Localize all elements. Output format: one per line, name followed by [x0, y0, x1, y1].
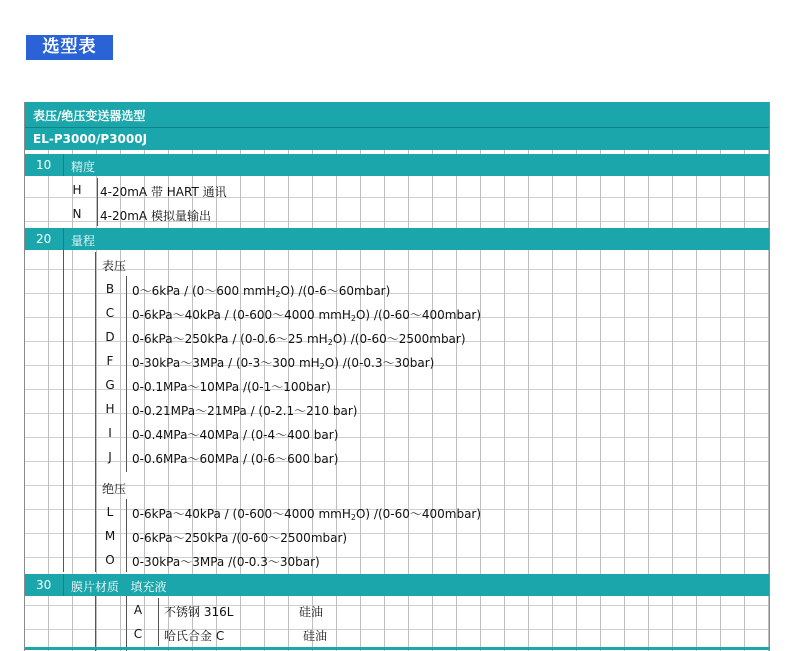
option-code: J — [108, 450, 112, 464]
selection-table — [24, 102, 770, 651]
option-text: 0～6kPa / (0～600 mmH$_2$O) /(0-6～60mbar) — [132, 284, 391, 299]
model-title: EL-P3000/P3000J — [33, 132, 148, 146]
section-20-header — [25, 228, 770, 250]
option-code: O — [105, 553, 115, 567]
table-row — [25, 547, 770, 571]
table-row — [25, 300, 770, 324]
option-text: 0-0.1MPa～10MPa /(0-1～100bar) — [132, 380, 331, 394]
option-code: M — [104, 529, 116, 543]
option-code: D — [105, 330, 115, 344]
table-row — [25, 372, 770, 396]
section-10-number: 10 — [36, 158, 52, 172]
table-row — [25, 420, 770, 444]
table-row — [25, 444, 770, 468]
option-code: C — [133, 627, 143, 641]
table-row — [25, 523, 770, 547]
group-label: 表压 — [102, 259, 127, 273]
option-code: G — [105, 378, 115, 392]
section-30-label: 膜片材质 填充液 — [71, 580, 167, 594]
option-text: 0-6kPa～40kPa / (0-600～4000 mmH$_2$O) /(0-60～400mbar) — [132, 507, 482, 522]
section-10-header — [25, 154, 770, 176]
option-text: 4-20mA 带 HART 通讯 — [100, 185, 227, 199]
table-row — [25, 324, 770, 348]
table-row — [25, 622, 770, 646]
section-30-header — [25, 574, 770, 596]
table-row — [25, 276, 770, 300]
option-text: 4-20mA 模拟量输出 — [100, 209, 211, 223]
option-text: 0-0.21MPa～21MPa / (0-2.1～210 bar) — [132, 404, 358, 418]
option-code: H — [105, 402, 115, 416]
section-30-number: 30 — [36, 578, 52, 592]
option-text: 0-0.6MPa～60MPa / (0-6～600 bar) — [132, 452, 339, 466]
table-row — [25, 598, 770, 622]
option-code: I — [108, 426, 112, 440]
option-code: A — [133, 603, 143, 617]
group-label: 绝压 — [102, 482, 127, 496]
table-header — [25, 102, 770, 150]
option-text: 0-6kPa～250kPa / (0-0.6～25 $mH_2O$) /(0-60～2500mbar) — [132, 332, 466, 347]
option-code: N — [72, 207, 82, 221]
gauge-group-label — [25, 252, 770, 276]
section-badge: 选型表 — [26, 35, 113, 60]
material-text: 不锈钢 316L — [164, 605, 234, 619]
section-10-label: 精度 — [71, 160, 96, 174]
option-code: L — [106, 505, 114, 519]
list-item — [25, 178, 770, 202]
section-20-number: 20 — [36, 232, 52, 246]
fill-fluid-text: 硅油 — [299, 605, 324, 619]
option-text: 0-30kPa～3MPa / (0-3～300 $mH_2O$) /(0-0.3～30bar) — [132, 356, 435, 371]
section-20-label: 量程 — [71, 234, 96, 248]
list-item — [25, 202, 770, 226]
table-row — [25, 396, 770, 420]
option-code: H — [72, 183, 82, 197]
option-code: C — [105, 306, 115, 320]
option-text: 0-30kPa～3MPa /(0-0.3～30bar) — [132, 555, 320, 569]
table-title: 表压/绝压变送器选型 — [33, 109, 146, 123]
absolute-group-label — [25, 475, 770, 499]
option-code: F — [106, 354, 114, 368]
fill-fluid-text: 硅油 — [303, 629, 328, 643]
option-text: 0-0.4MPa～40MPa / (0-4～400 bar) — [132, 428, 339, 442]
option-text: 0-6kPa～40kPa / (0-600～4000 mmH$_2$O) /(0-60～400mbar) — [132, 308, 482, 323]
option-code: B — [105, 282, 115, 296]
option-text: 0-6kPa～250kPa /(0-60～2500mbar) — [132, 531, 348, 545]
material-text: 哈氏合金 C — [164, 629, 225, 643]
table-row — [25, 499, 770, 523]
table-row — [25, 348, 770, 372]
